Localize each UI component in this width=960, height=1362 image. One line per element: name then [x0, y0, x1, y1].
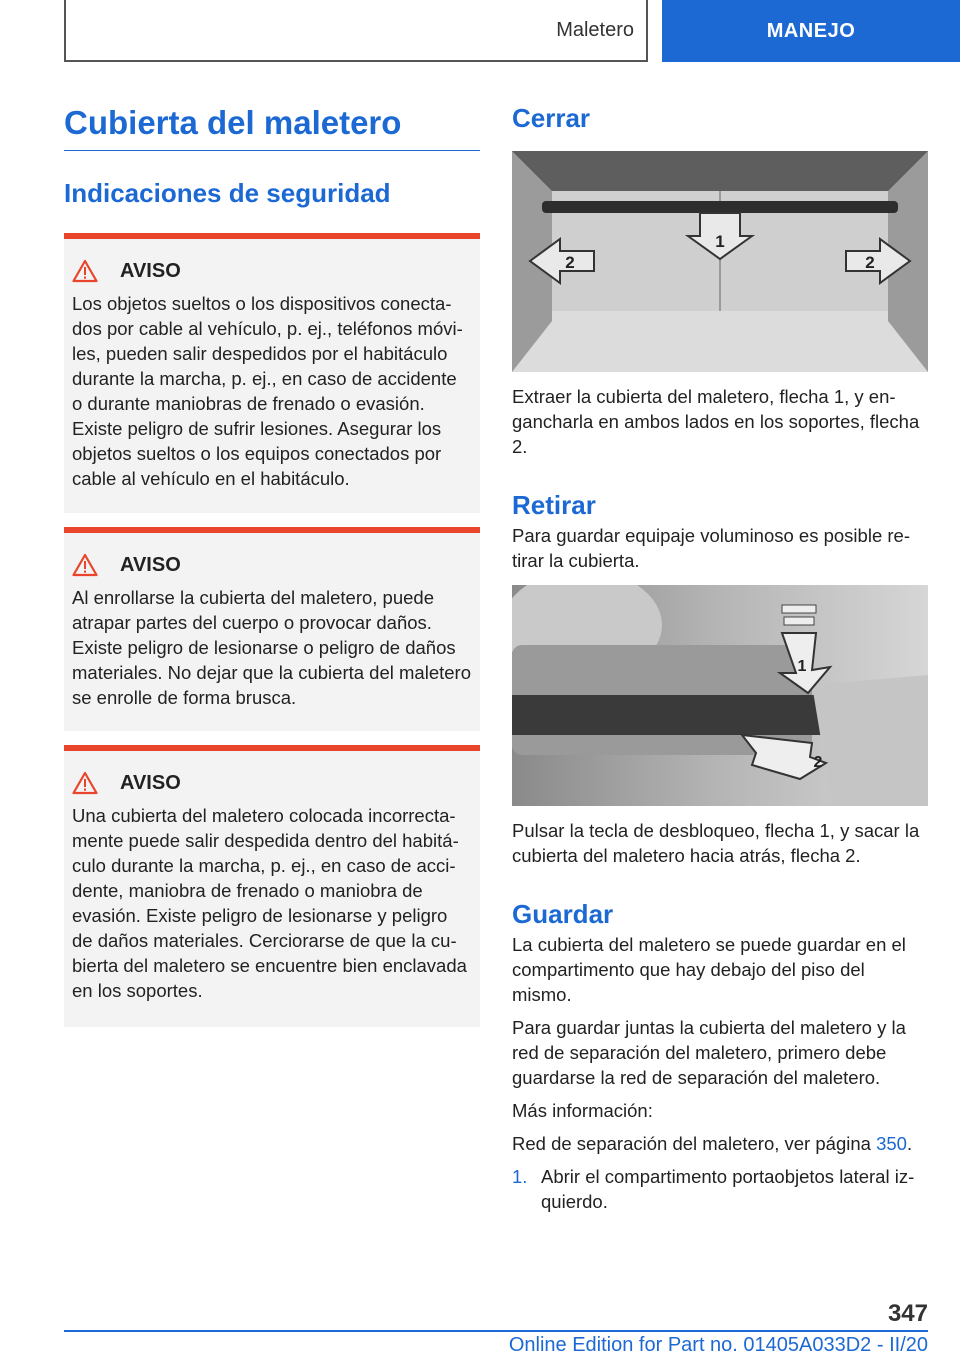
more-info-label: Más información:	[512, 1100, 653, 1121]
guardar-paragraph: Para guardar juntas la cubierta del maletero y la red de separación del maletero, primero debe guardarse la red de separación del maletero.	[512, 1017, 906, 1088]
warning-triangle-icon	[72, 258, 118, 284]
header-section-label: Maletero	[556, 18, 634, 41]
arrow-label: 1	[797, 658, 807, 675]
cerrar-heading: Cerrar	[512, 103, 591, 133]
retirar-heading: Retirar	[512, 490, 596, 520]
arrow-label: 2	[813, 754, 823, 771]
retirar-illustration	[512, 585, 928, 806]
cross-reference	[512, 1131, 928, 1156]
warning-text: Al enrollarse la cubierta del maletero, puede atrapar partes del cuerpo o provocar daños. Existe peligro de lesionarse o peligro de daños materiales. No dejar que la cubierta del maletero se enrolle de forma brusca.	[72, 587, 471, 708]
header-section-tab	[64, 0, 648, 62]
arrow-label: 1	[715, 232, 725, 251]
header-chapter-label: MANEJO	[766, 19, 856, 42]
warning-header	[72, 551, 472, 579]
step-number: 1.	[512, 1166, 528, 1187]
warning-header	[72, 769, 472, 797]
footer-divider	[64, 1330, 928, 1332]
page-link[interactable]: 350	[876, 1133, 907, 1154]
step-text: Abrir el compartimento portaobjetos lateral izquierdo.	[541, 1166, 915, 1212]
warning-box-3	[64, 745, 480, 1027]
arrow-label: 2	[565, 253, 575, 272]
page-title: Cubierta del maletero	[64, 100, 480, 151]
warning-title: AVISO	[120, 553, 181, 576]
warning-triangle-icon	[72, 770, 118, 796]
cross-reference-end: .	[906, 1133, 913, 1154]
warning-text: Una cubierta del maletero colocada incorrectamente puede salir despedida dentro del habitáculo durante la marcha, p. ej., en caso de accidente, maniobra de frenado o maniobra de evasión. Existe peligro de lesionarse y peligro de daños materiales. Cerciorarse de que la cubierta del maletero se encuentre bien enclavada en los soportes.	[72, 805, 467, 1001]
list-item	[512, 1164, 928, 1214]
retirar-intro: Para guardar equipaje voluminoso es posible retirar la cubierta.	[512, 525, 910, 571]
warning-triangle-icon	[72, 552, 118, 578]
safety-heading: Indicaciones de seguridad	[64, 178, 391, 208]
warning-box-1	[64, 233, 480, 513]
guardar-heading: Guardar	[512, 899, 614, 929]
page-number: 347	[887, 1300, 928, 1327]
warning-box-2	[64, 527, 480, 731]
header-chapter-tab	[662, 0, 960, 62]
retirar-caption: Pulsar la tecla de desbloqueo, flecha 1, y sacar la cubierta del maletero hacia atrás, flecha 2.	[512, 820, 920, 866]
warning-text: Los objetos sueltos o los dispositivos conectados por cable al vehículo, p. ej., teléfonos móviles, pueden salir despedidos por el habitáculo durante la marcha, p. ej., en caso de accidente o durante maniobras de frenado o evasión. Existe peligro de sufrir lesiones. Asegurar los objetos sueltos o los equipos conectados por cable al vehículo en el habitáculo.	[72, 293, 463, 489]
right-column	[512, 100, 928, 1214]
cerrar-caption: Extraer la cubierta del maletero, flecha 1, y engancharla en ambos lados en los soportes, flecha 2.	[512, 386, 920, 457]
warning-title: AVISO	[120, 259, 181, 282]
arrow-label: 2	[865, 253, 875, 272]
guardar-paragraph: La cubierta del maletero se puede guardar en el compartimento que hay debajo del piso del mismo.	[512, 934, 906, 1005]
left-column	[64, 100, 480, 1027]
warning-title: AVISO	[120, 771, 181, 794]
warning-header	[72, 257, 472, 285]
cerrar-illustration	[512, 151, 928, 372]
footer-edition: Online Edition for Part no. 01405A033D2 - II/20	[508, 1334, 928, 1356]
cross-reference-text: Red de separación del maletero, ver página	[512, 1133, 871, 1154]
